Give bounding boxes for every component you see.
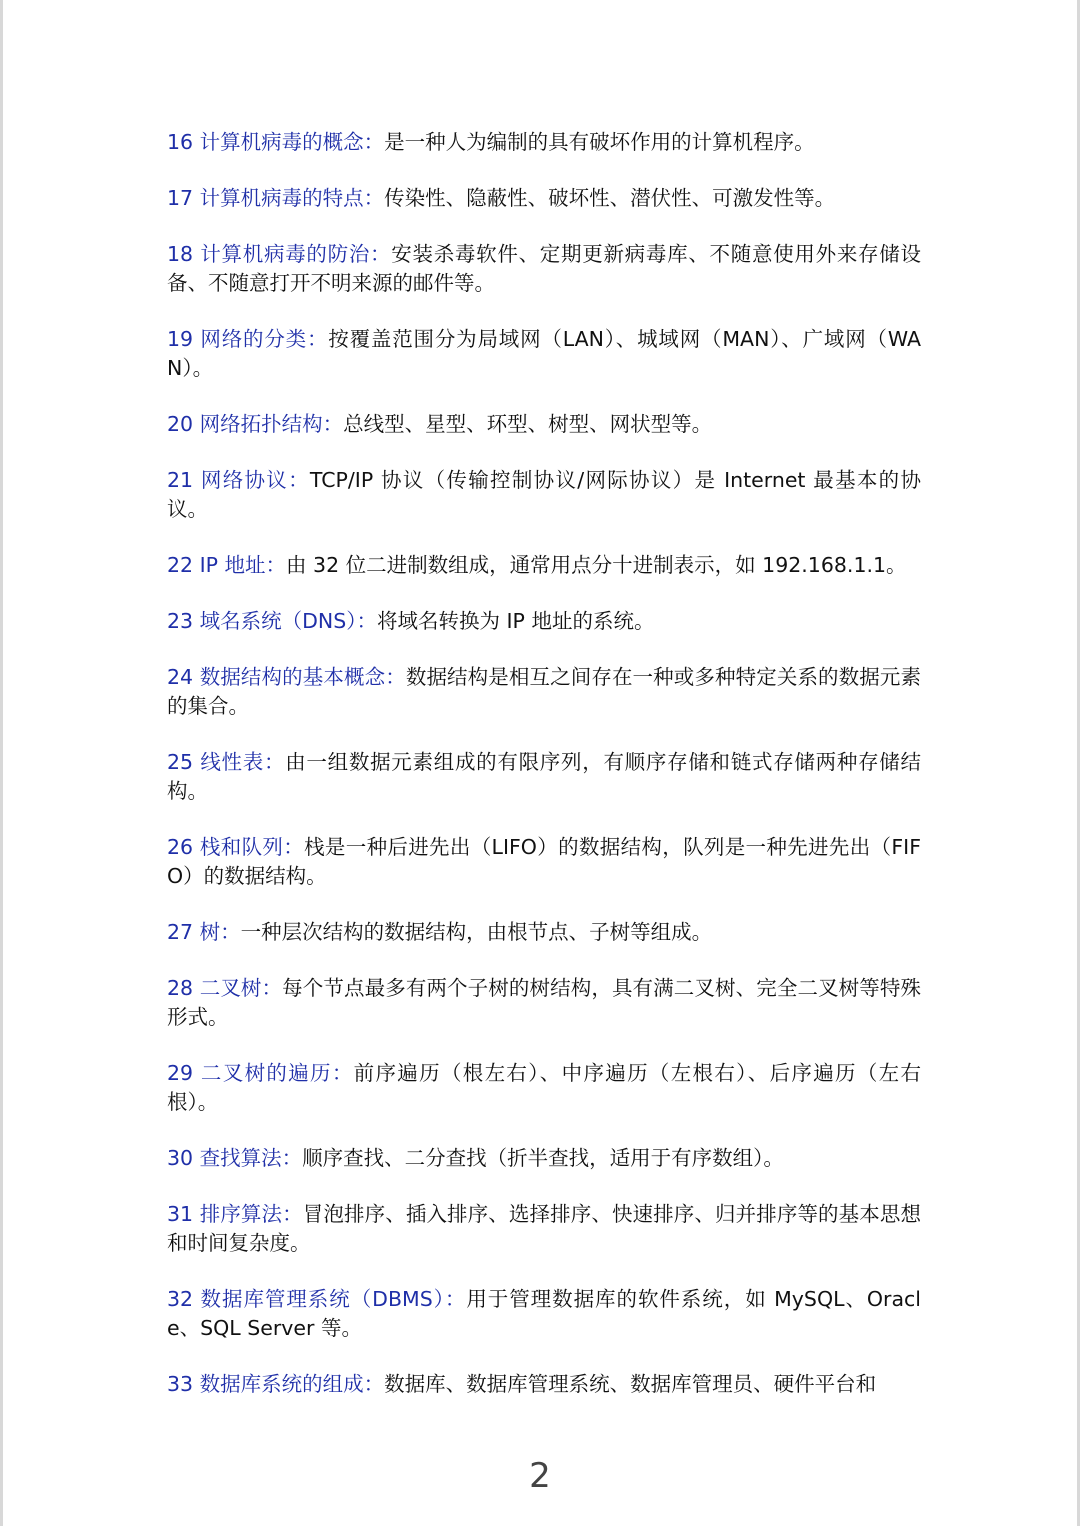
entry-term: 27 树： (167, 920, 241, 944)
list-item (167, 918, 921, 947)
entry-description: 每个节点最多有两个子树的树结构，具有满二叉树、完全二叉树等特殊形式。 (167, 976, 922, 1029)
entry-term: 19 网络的分类： (167, 327, 329, 351)
entry-description: 是一种人为编制的具有破坏作用的计算机程序。 (384, 130, 815, 154)
list-item (167, 974, 921, 1032)
list-item (167, 833, 921, 891)
entry-term: 28 二叉树： (167, 976, 283, 1000)
entry-description: 前序遍历（根左右）、中序遍历（左根右）、后序遍历（左右根）。 (167, 1061, 921, 1114)
entry-description: 冒泡排序、插入排序、选择排序、快速排序、归并排序等的基本思想和时间复杂度。 (167, 1202, 922, 1255)
entry-description: 安装杀毒软件、定期更新病毒库、不随意使用外来存储设备、不随意打开不明来源的邮件等。 (167, 242, 921, 295)
entry-term: 16 计算机病毒的概念： (167, 130, 385, 154)
entry-description: 数据库、数据库管理系统、数据库管理员、硬件平台和 (384, 1372, 877, 1396)
list-item (167, 607, 921, 636)
entry-description: 用于管理数据库的软件系统，如 MySQL、Oracle、SQL Server 等。 (167, 1287, 922, 1340)
entry-term: 22 IP 地址： (167, 553, 287, 577)
list-item (167, 1370, 921, 1399)
entry-term: 24 数据结构的基本概念： (167, 665, 406, 689)
list-item (167, 663, 921, 721)
entry-term: 20 网络拓扑结构： (167, 412, 344, 436)
entry-description: 将域名转换为 IP 地址的系统。 (377, 609, 655, 633)
entry-term: 30 查找算法： (167, 1146, 303, 1170)
entry-term: 18 计算机病毒的防治： (167, 242, 392, 266)
list-item (167, 551, 921, 580)
knowledge-point-list (167, 128, 921, 1426)
list-item (167, 466, 921, 524)
list-item (167, 410, 921, 439)
entry-term: 32 数据库管理系统（DBMS）： (167, 1287, 467, 1311)
entry-term: 23 域名系统（DNS）： (167, 609, 377, 633)
entry-term: 21 网络协议： (167, 468, 310, 492)
list-item (167, 1059, 921, 1117)
list-item (167, 1285, 921, 1343)
list-item (167, 748, 921, 806)
list-item (167, 1144, 921, 1173)
entry-description: 顺序查找、二分查找（折半查找，适用于有序数组）。 (302, 1146, 784, 1170)
list-item (167, 128, 921, 157)
page-number: 2 (529, 1456, 551, 1496)
entry-description: 传染性、隐蔽性、破坏性、潜伏性、可激发性等。 (384, 186, 836, 210)
entry-term: 33 数据库系统的组成： (167, 1372, 385, 1396)
entry-description: 按覆盖范围分为局域网（LAN）、城域网（MAN）、广域网（WAN）。 (167, 327, 921, 380)
list-item (167, 240, 921, 298)
entry-term: 29 二叉树的遍历： (167, 1061, 354, 1085)
list-item (167, 184, 921, 213)
entry-description: TCP/IP 协议（传输控制协议/网际协议）是 Internet 最基本的协议。 (167, 468, 921, 521)
list-item (167, 1200, 921, 1258)
entry-term: 31 排序算法： (167, 1202, 303, 1226)
entry-description: 栈是一种后进先出（LIFO）的数据结构，队列是一种先进先出（FIFO）的数据结构。 (167, 835, 921, 888)
entry-description: 数据结构是相互之间存在一种或多种特定关系的数据元素的集合。 (167, 665, 921, 718)
entry-term: 25 线性表： (167, 750, 286, 774)
entry-description: 由 32 位二进制数组成，通常用点分十进制表示，如 192.168.1.1。 (286, 553, 907, 577)
entry-description: 总线型、星型、环型、树型、网状型等。 (343, 412, 713, 436)
entry-description: 一种层次结构的数据结构，由根节点、子树等组成。 (240, 920, 713, 944)
entry-term: 17 计算机病毒的特点： (167, 186, 385, 210)
list-item (167, 325, 921, 383)
entry-term: 26 栈和队列： (167, 835, 305, 859)
entry-description: 由一组数据元素组成的有限序列，有顺序存储和链式存储两种存储结构。 (167, 750, 922, 803)
